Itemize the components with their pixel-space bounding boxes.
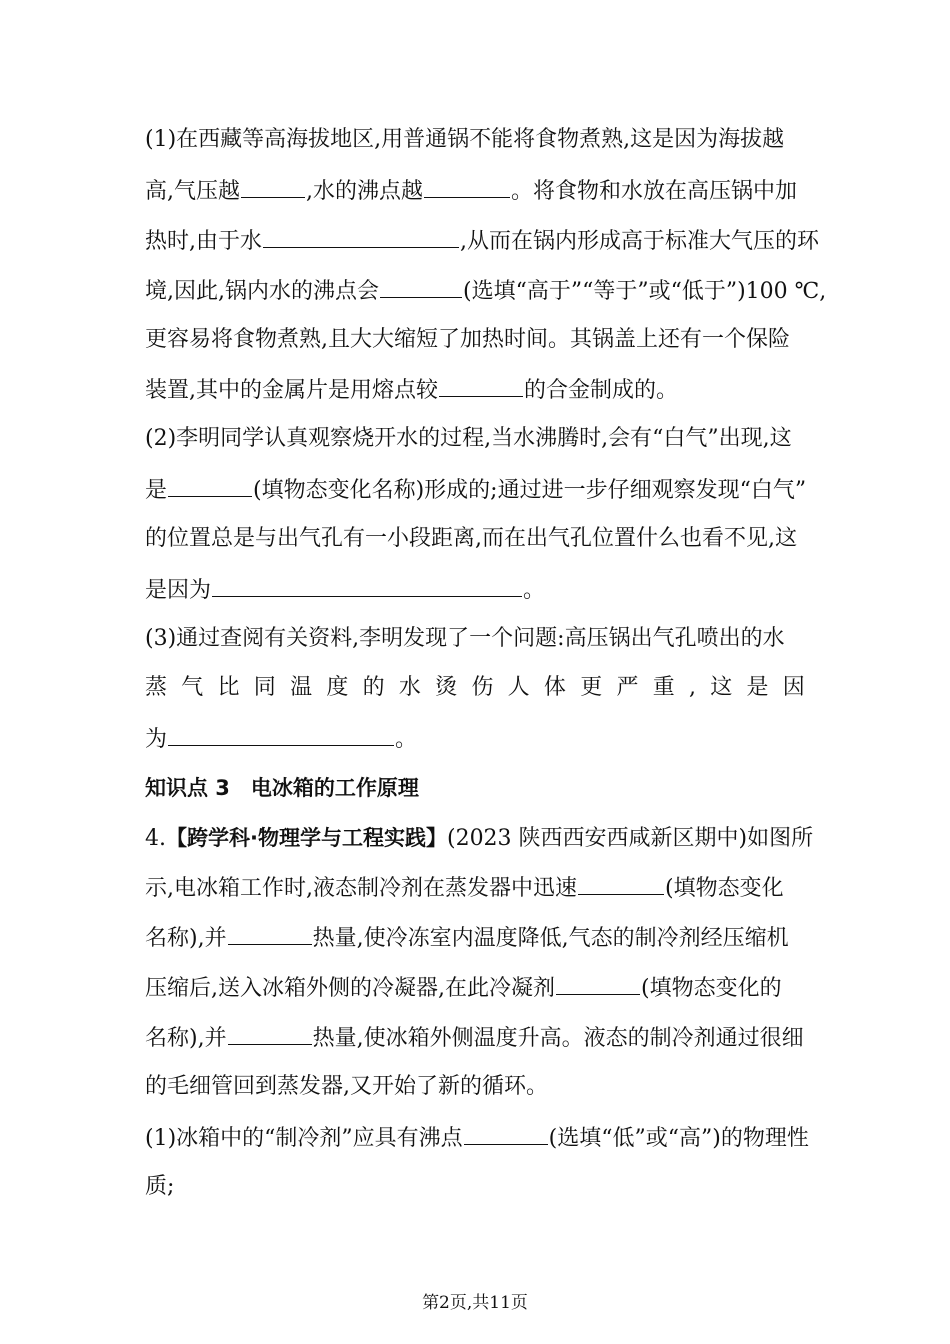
q4-line-1: 4.【跨学科·物理学与工程实践】(2023 陕西西安西咸新区期中)如图所 [145, 826, 814, 851]
q3-1-line-6: 装置,其中的金属片是用熔点较 的合金制成的。 [145, 374, 678, 406]
answer-blank[interactable] [212, 574, 522, 597]
answer-blank[interactable] [556, 972, 640, 995]
answer-blank[interactable] [578, 872, 664, 895]
q3-1-line-3: 热时,由于水 ,从而在锅内形成高于标准大气压的环 [145, 225, 819, 257]
q3-2-line-3: 的位置总是与出气孔有一小段距离,而在出气孔位置什么也看不见,这 [145, 526, 797, 551]
answer-blank[interactable] [464, 1122, 548, 1145]
q4-line-4: 压缩后,送入冰箱外侧的冷凝器,在此冷凝剂 (填物态变化的 [145, 972, 782, 1004]
answer-blank[interactable] [424, 175, 510, 198]
answer-blank[interactable] [380, 275, 462, 298]
answer-blank[interactable] [168, 474, 252, 497]
q3-3-line-2: 蒸 气 比 同 温 度 的 水 烫 伤 人 体 更 严 重 , 这 是 因 [145, 675, 805, 700]
answer-blank[interactable] [228, 922, 312, 945]
answer-blank[interactable] [241, 175, 305, 198]
answer-blank[interactable] [439, 374, 523, 397]
answer-blank[interactable] [263, 225, 459, 248]
q3-1-line-2: 高,气压越 ,水的沸点越 。将食物和水放在高压锅中加 [145, 175, 797, 207]
q4-line-8: 质; [145, 1174, 175, 1199]
q3-2-line-1: (2)李明同学认真观察烧开水的过程,当水沸腾时,会有“白气”出现,这 [145, 426, 792, 451]
q4-line-2: 示,电冰箱工作时,液态制冷剂在蒸发器中迅速 (填物态变化 [145, 872, 784, 904]
q4-line-3: 名称),并 热量,使冷冻室内温度降低,气态的制冷剂经压缩机 [145, 922, 789, 954]
q3-2-line-2: 是 (填物态变化名称)形成的;通过进一步仔细观察发现“白气” [145, 474, 806, 506]
q3-1-line-5: 更容易将食物煮熟,且大大缩短了加热时间。其锅盖上还有一个保险 [145, 327, 790, 352]
page-number-footer: 第2页,共11页 [422, 1293, 528, 1313]
q4-line-7: (1)冰箱中的“制冷剂”应具有沸点 (选填“低”或“高”)的物理性 [145, 1122, 809, 1154]
q4-line-6: 的毛细管回到蒸发器,又开始了新的循环。 [145, 1074, 548, 1099]
q3-3-line-3: 为 。 [145, 723, 417, 755]
answer-blank[interactable] [168, 723, 394, 746]
q4-line-5: 名称),并 热量,使冰箱外侧温度升高。液态的制冷剂通过很细 [145, 1022, 804, 1054]
q3-1-line-4: 境,因此,锅内水的沸点会 (选填“高于”“等于”或“低于”)100 ℃, [145, 275, 826, 307]
q3-3-line-1: (3)通过查阅有关资料,李明发现了一个问题:高压锅出气孔喷出的水 [145, 626, 785, 651]
q3-2-line-4: 是因为 。 [145, 574, 545, 606]
section-heading: 知识点 3 电冰箱的工作原理 [145, 776, 419, 800]
answer-blank[interactable] [228, 1022, 312, 1045]
q3-1-line-1: (1)在西藏等高海拔地区,用普通锅不能将食物煮熟,这是因为海拔越 [145, 127, 785, 152]
